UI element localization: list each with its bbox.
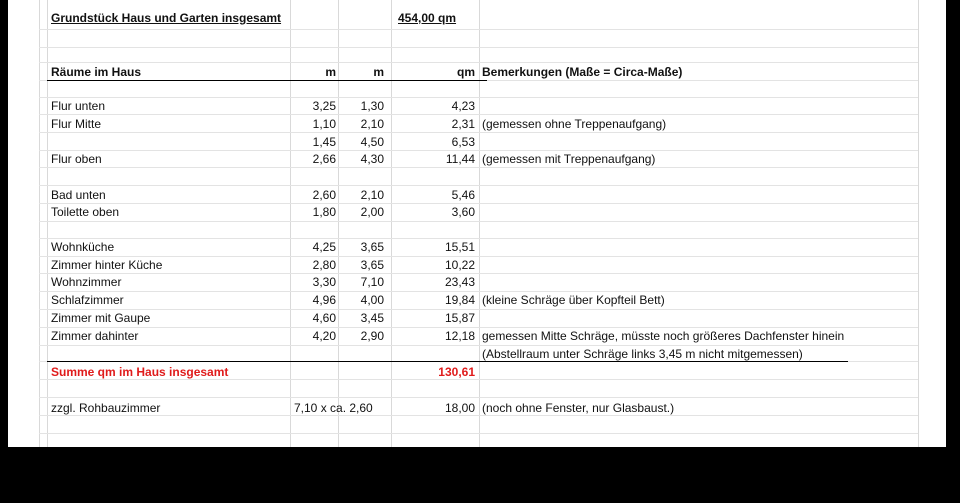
room-name[interactable]: Wohnzimmer (51, 275, 122, 289)
extra-qm[interactable]: 18,00 (444, 401, 475, 415)
room-width[interactable]: 2,10 (360, 188, 384, 202)
header-qm[interactable]: qm (457, 65, 475, 79)
room-name[interactable]: Wohnküche (51, 240, 115, 254)
room-length[interactable]: 4,96 (312, 293, 336, 307)
grid-row-line (39, 433, 918, 434)
header-notes[interactable]: Bemerkungen (Maße = Circa-Maße) (482, 65, 683, 79)
grid-row-line (39, 132, 918, 133)
room-note[interactable]: (kleine Schräge über Kopfteil Bett) (482, 293, 665, 307)
grid-row-line (39, 291, 918, 292)
grid-row-line (39, 397, 918, 398)
room-area[interactable]: 4,23 (451, 99, 475, 113)
room-area[interactable]: 3,60 (451, 205, 475, 219)
plot-title[interactable]: Grundstück Haus und Garten insgesamt (51, 11, 282, 25)
room-name[interactable]: Flur Mitte (51, 117, 102, 131)
total-label[interactable]: Summe qm im Haus insgesamt (51, 365, 229, 379)
header-underline (47, 80, 487, 81)
room-area[interactable]: 15,51 (444, 240, 475, 254)
extra-note[interactable]: (noch ohne Fenster, nur Glasbaust.) (482, 401, 675, 415)
room-length[interactable]: 3,25 (312, 99, 336, 113)
grid-row-line (39, 221, 918, 222)
room-length[interactable]: 2,60 (312, 188, 336, 202)
room-area[interactable]: 2,31 (451, 117, 475, 131)
total-rule (47, 361, 848, 362)
room-name[interactable]: Bad unten (51, 188, 106, 202)
header-m1[interactable]: m (325, 65, 336, 79)
room-width[interactable]: 4,30 (360, 152, 384, 166)
grid-row-line (39, 256, 918, 257)
room-length[interactable]: 3,30 (312, 275, 336, 289)
grid-row-line (39, 114, 918, 115)
room-width[interactable]: 3,45 (360, 311, 384, 325)
grid-row-line (39, 62, 918, 63)
grid-row-line (39, 273, 918, 274)
room-area[interactable]: 10,22 (444, 258, 475, 272)
room-length[interactable]: 2,80 (312, 258, 336, 272)
grid-row-line (39, 150, 918, 151)
room-name[interactable]: Flur unten (51, 99, 106, 113)
room-length[interactable]: 1,10 (312, 117, 336, 131)
room-length[interactable]: 4,20 (312, 329, 336, 343)
total-value[interactable]: 130,61 (438, 365, 475, 379)
grid-row-line (39, 309, 918, 310)
room-width[interactable]: 2,90 (360, 329, 384, 343)
grid-row-line (39, 238, 918, 239)
room-name[interactable]: Toilette oben (51, 205, 120, 219)
room-note[interactable]: (gemessen ohne Treppenaufgang) (482, 117, 667, 131)
room-area[interactable]: 6,53 (451, 135, 475, 149)
room-length[interactable]: 1,80 (312, 205, 336, 219)
room-length[interactable]: 4,60 (312, 311, 336, 325)
room-name[interactable]: Zimmer mit Gaupe (51, 311, 151, 325)
grid-line (918, 0, 919, 447)
extra-room[interactable]: zzgl. Rohbauzimmer (51, 401, 161, 415)
room-area[interactable]: 19,84 (444, 293, 475, 307)
room-area[interactable]: 5,46 (451, 188, 475, 202)
grid-row-line (39, 29, 918, 30)
room-area[interactable]: 11,44 (445, 152, 475, 166)
room-width[interactable]: 3,65 (360, 240, 384, 254)
note-continuation[interactable]: (Abstellraum unter Schräge links 3,45 m nicht mitgemessen) (482, 347, 803, 361)
spreadsheet[interactable] (8, 0, 946, 447)
plot-size-value[interactable]: 454,00 qm (398, 11, 457, 25)
room-width[interactable]: 2,10 (360, 117, 384, 131)
room-length[interactable]: 1,45 (312, 135, 336, 149)
room-width[interactable]: 7,10 (360, 275, 384, 289)
room-name[interactable]: Flur oben (51, 152, 102, 166)
room-length[interactable]: 2,66 (312, 152, 336, 166)
room-name[interactable]: Schlafzimmer (51, 293, 124, 307)
room-width[interactable]: 3,65 (360, 258, 384, 272)
header-m2[interactable]: m (373, 65, 384, 79)
grid-row-line (39, 167, 918, 168)
room-note[interactable]: gemessen Mitte Schräge, müsste noch größeres Dachfenster hinein (482, 329, 845, 343)
grid-row-line (39, 203, 918, 204)
grid-row-line (39, 185, 918, 186)
room-width[interactable]: 4,50 (360, 135, 384, 149)
grid-row-line (39, 415, 918, 416)
room-length[interactable]: 4,25 (312, 240, 336, 254)
room-width[interactable]: 2,00 (360, 205, 384, 219)
grid-row-line (39, 47, 918, 48)
grid-row-line (39, 97, 918, 98)
room-name[interactable]: Zimmer dahinter (51, 329, 139, 343)
room-area[interactable]: 23,43 (444, 275, 475, 289)
room-note[interactable]: (gemessen mit Treppenaufgang) (482, 152, 656, 166)
room-width[interactable]: 1,30 (360, 99, 384, 113)
room-name[interactable]: Zimmer hinter Küche (51, 258, 163, 272)
header-room[interactable]: Räume im Haus (51, 65, 142, 79)
room-width[interactable]: 4,00 (360, 293, 384, 307)
room-area[interactable]: 15,87 (444, 311, 475, 325)
extra-dims[interactable]: 7,10 x ca. 2,60 (294, 401, 373, 415)
room-area[interactable]: 12,18 (444, 329, 475, 343)
